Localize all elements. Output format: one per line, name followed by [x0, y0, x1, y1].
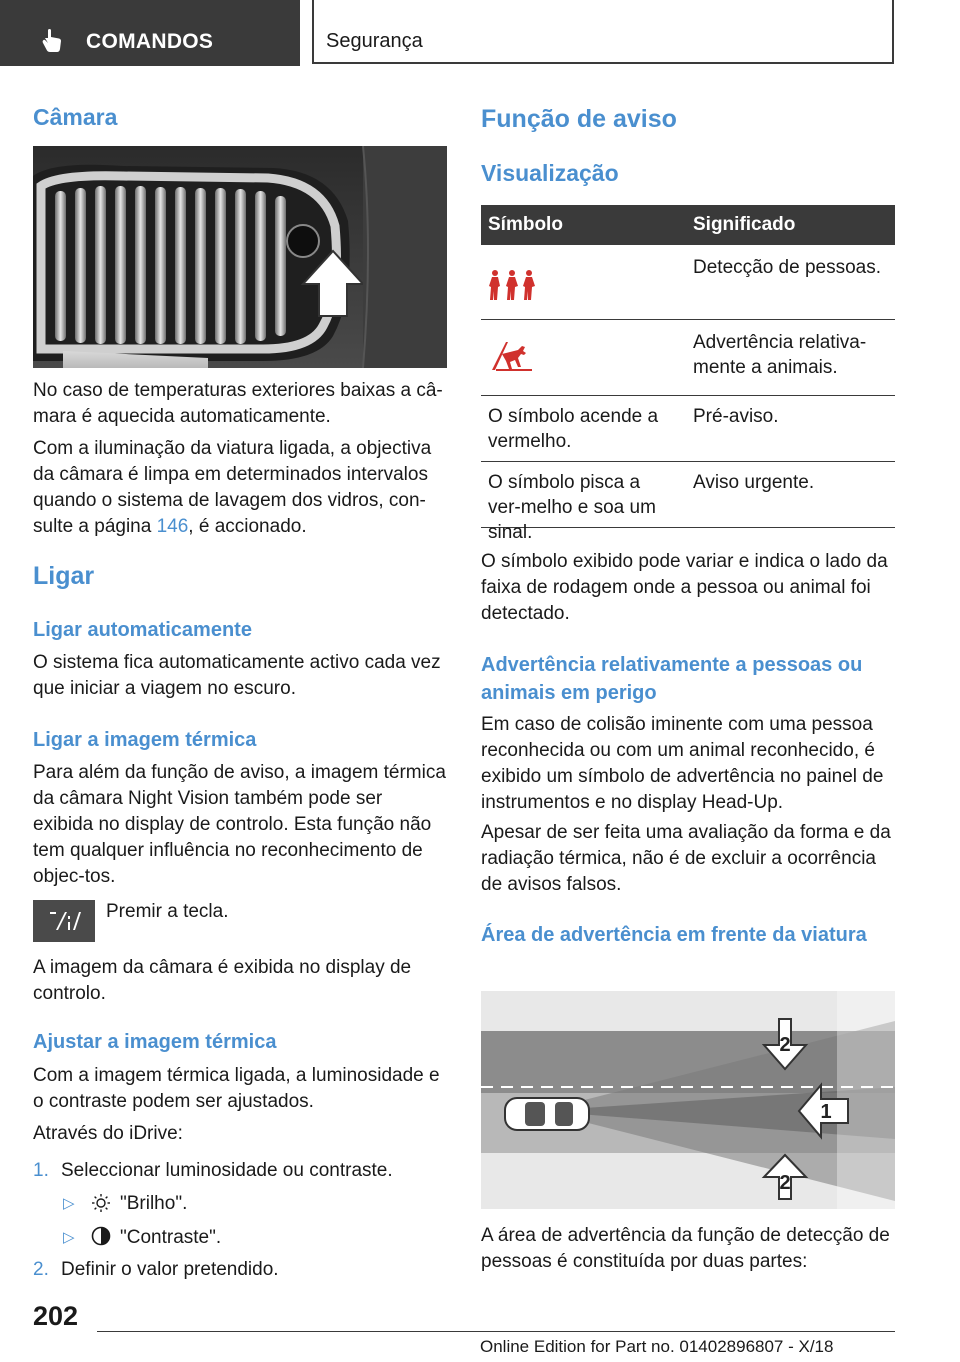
- area-heading: Área de advertência em frente da viatura: [481, 924, 867, 946]
- symbol-cell: O símbolo acende a vermelho.: [488, 406, 659, 452]
- zone-label-2-bottom: 2: [779, 1172, 791, 1194]
- page-link[interactable]: 146: [156, 516, 189, 537]
- animal-warning-icon: [488, 340, 678, 379]
- symbol-cell: O símbolo pisca a ver-melho e soa um sinal.: [488, 472, 656, 543]
- camera-paragraph-2-text: Com a iluminação da viatura ligada, a objectiva da câmara é limpa em determinados intervalos quando o sistema de lavagem dos vidros, con-sulte a página: [33, 438, 432, 537]
- sub-item-marker: ▷: [63, 1195, 75, 1212]
- danger-paragraph-2: Apesar de ser feita uma avaliação da forma e da radiação térmica, não é de excluir a ocorrência de avisos falsos.: [481, 822, 891, 895]
- zone-label-1: 1: [820, 1101, 832, 1123]
- table-row: [481, 396, 895, 462]
- zone-label-2-top: 2: [779, 1034, 791, 1056]
- display-paragraph: A imagem da câmara é exibida no display de controlo.: [33, 957, 412, 1004]
- brightness-icon: [91, 1193, 111, 1218]
- auto-heading: Ligar automaticamente: [33, 619, 252, 641]
- camera-heading: Câmara: [33, 104, 118, 130]
- warning-function-heading: Função de aviso: [481, 105, 677, 133]
- adjust-paragraph-1: Com a imagem térmica ligada, a luminosidade e o contraste podem ser ajustados.: [33, 1065, 440, 1112]
- footer-divider: [97, 1331, 895, 1332]
- sub-item-brightness: "Brilho".: [120, 1193, 188, 1214]
- pedestrians-warning-icon: [488, 269, 678, 308]
- header-title: Segurança: [326, 30, 423, 52]
- symbol-paragraph: O símbolo exibido pode variar e indica o lado da faixa de rodagem onde a pessoa ou animal foi detectado.: [481, 551, 888, 624]
- warning-area-diagram: [481, 991, 895, 1209]
- meaning-cell: Detecção de pessoas.: [693, 257, 882, 278]
- camera-paragraph-1: No caso de temperaturas exteriores baixas a câ-mara é aquecida automaticamente.: [33, 380, 443, 427]
- camera-paragraph-2-end: , é accionado.: [188, 516, 307, 537]
- adjust-heading: Ajustar a imagem térmica: [33, 1031, 277, 1053]
- auto-paragraph: O sistema fica automaticamente activo cada vez que iniciar a viagem no escuro.: [33, 652, 441, 699]
- thermal-paragraph: Para além da função de aviso, a imagem térmica da câmara Night Vision também pode ser exibida no display de controlo. Esta função não tem qualquer influência no reconhecimento de objec-tos.: [33, 762, 446, 887]
- column-header-meaning: Significado: [693, 214, 796, 235]
- step-1-text: Seleccionar luminosidade ou contraste.: [61, 1160, 393, 1181]
- table-row: [481, 320, 895, 396]
- table-row: [481, 462, 895, 543]
- step-2-text: Definir o valor pretendido.: [61, 1259, 279, 1280]
- sub-item-marker: ▷: [63, 1229, 75, 1246]
- night-vision-button-icon: [33, 900, 95, 942]
- adjust-paragraph-2: Através do iDrive:: [33, 1123, 183, 1144]
- car-icon: [505, 1098, 589, 1130]
- press-key-text: Premir a tecla.: [106, 901, 229, 922]
- meaning-cell: Aviso urgente.: [693, 472, 815, 493]
- table-row: [481, 245, 895, 320]
- footer-edition: Online Edition for Part no. 01402896807 - X/18: [480, 1337, 834, 1356]
- danger-paragraph-1: Em caso de colisão iminente com uma pessoa reconhecida ou com um animal reconhecido, é exibido um símbolo de advertência no painel de instrumentos e no display Head-Up.: [481, 714, 884, 813]
- contrast-icon: [91, 1226, 111, 1251]
- page-number: 202: [33, 1301, 79, 1331]
- thermal-heading: Ligar a imagem térmica: [33, 729, 257, 751]
- symbol-table: [481, 205, 895, 543]
- meaning-cell: Advertência relativa-mente a animais.: [693, 332, 867, 378]
- step-1-number: 1.: [33, 1160, 49, 1181]
- display-heading: Visualização: [481, 160, 619, 186]
- camera-photo: [33, 146, 447, 368]
- step-2-number: 2.: [33, 1259, 49, 1280]
- danger-heading: Advertência relativamente a pessoas ou animais em perigo: [481, 654, 863, 704]
- camera-paragraph-2: [33, 436, 447, 540]
- ligar-heading: Ligar: [33, 562, 95, 590]
- header-section-label: COMANDOS: [86, 30, 214, 53]
- column-header-symbol: Símbolo: [488, 214, 563, 235]
- sub-item-contrast: "Contraste".: [120, 1227, 222, 1248]
- meaning-cell: Pré-aviso.: [693, 406, 779, 427]
- table-header: [481, 205, 895, 245]
- hand-pointer-icon: [40, 28, 66, 59]
- area-paragraph: A área de advertência da função de detecção de pessoas é constituída por duas partes:: [481, 1225, 890, 1272]
